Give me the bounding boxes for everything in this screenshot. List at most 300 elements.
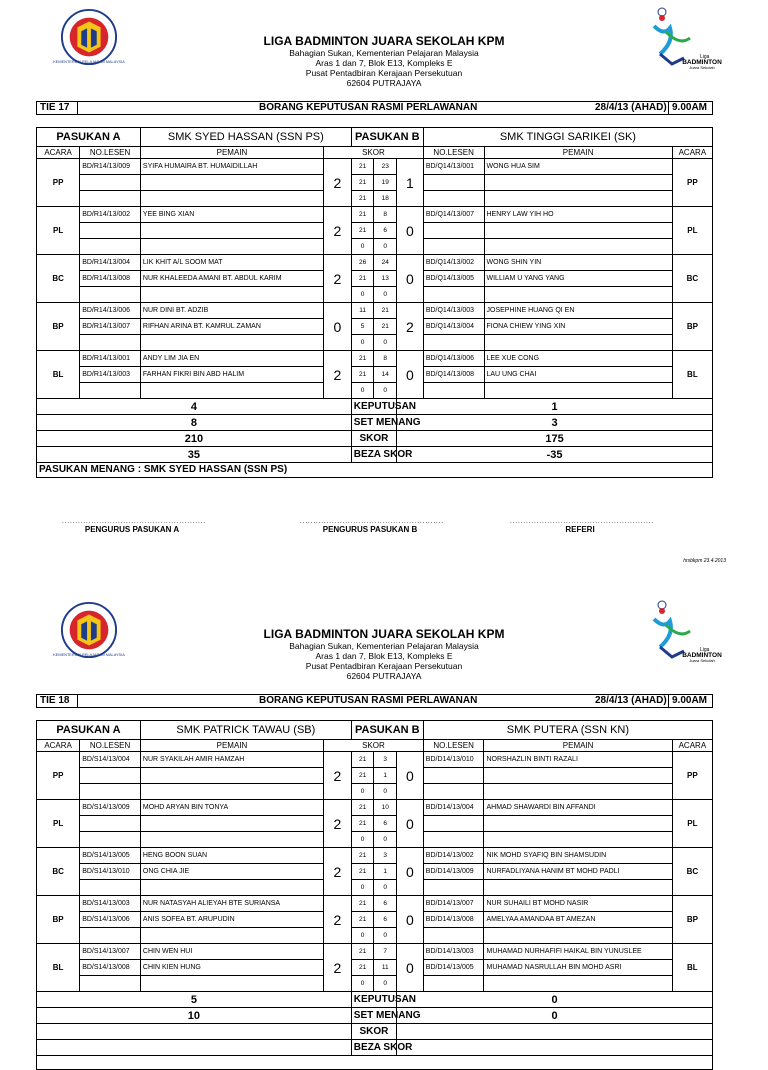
license-b: BD/D14/13/003 [423, 944, 484, 960]
summary-skor-b: 175 [397, 431, 713, 447]
license-a: BD/S14/13/009 [80, 800, 141, 816]
match-row [37, 207, 713, 223]
player-b: FIONA CHIEW YING XIN [484, 319, 672, 335]
match-row [37, 383, 713, 399]
set-score-a: 21 [351, 848, 374, 864]
player-a [140, 223, 323, 239]
summary-row-keputusan [37, 399, 713, 415]
sets-won-a: 2 [324, 896, 352, 944]
event-code-b: PL [672, 207, 712, 255]
set-score-b: 0 [374, 784, 397, 800]
sets-won-b: 0 [397, 207, 424, 255]
set-score-a: 21 [351, 175, 374, 191]
match-row [37, 223, 713, 239]
license-b: BD/Q14/13/007 [423, 207, 484, 223]
set-score-b: 21 [374, 319, 397, 335]
match-row [37, 175, 713, 191]
match-time: 9.00AM [672, 695, 708, 706]
license-b-empty [423, 239, 484, 255]
license-b: BD/Q14/13/008 [423, 367, 484, 383]
col-skor: SKOR [324, 147, 424, 159]
match-row [37, 800, 713, 816]
form-title: BORANG KEPUTUSAN RASMI PERLAWANAN [259, 102, 478, 113]
set-score-b: 23 [374, 159, 397, 175]
event-code-b: BC [672, 848, 712, 896]
set-score-a: 21 [351, 207, 374, 223]
teams-row [37, 721, 713, 740]
set-score-a: 26 [351, 255, 374, 271]
license-a-empty [80, 383, 141, 399]
license-b: BD/D14/13/009 [423, 864, 484, 880]
set-score-b: 13 [374, 271, 397, 287]
match-row [37, 896, 713, 912]
license-b [423, 816, 484, 832]
license-b: BD/Q14/13/001 [423, 159, 484, 175]
event-code-b: BP [672, 896, 712, 944]
match-row [37, 367, 713, 383]
license-a: BD/S14/13/003 [80, 896, 141, 912]
team-b-name: SMK TINGGI SARIKEI (SK) [423, 128, 712, 147]
player-a-empty [140, 784, 323, 800]
sets-won-a: 2 [324, 752, 352, 800]
player-b: NIK MOHD SYAFIQ BIN SHAMSUDIN [484, 848, 672, 864]
summary-row-set_menang [37, 1008, 713, 1024]
event-code-a: BC [37, 255, 80, 303]
header-block [200, 34, 568, 88]
set-score-a: 0 [351, 335, 374, 351]
footnote: hrsbkpm 23.4.2013 [683, 558, 726, 564]
player-a: CHIN KIEN HUNG [140, 960, 323, 976]
license-a-empty [80, 976, 141, 992]
player-b-empty [484, 928, 672, 944]
license-a [80, 175, 141, 191]
player-a: MOHD ARYAN BIN TONYA [140, 800, 323, 816]
set-score-a: 0 [351, 976, 374, 992]
summary-keputusan-label: KEPUTUSAN [351, 399, 396, 415]
signature-label-referee: REFERI [565, 525, 595, 534]
set-score-b: 0 [374, 880, 397, 896]
license-b: BD/D14/13/008 [423, 912, 484, 928]
sets-won-b: 0 [397, 351, 424, 399]
col-acara-a: ACARA [37, 147, 80, 159]
set-score-b: 7 [374, 944, 397, 960]
sets-won-a: 0 [324, 303, 352, 351]
summary-set_menang-a: 8 [37, 415, 352, 431]
player-b-empty [484, 880, 672, 896]
set-score-b: 8 [374, 207, 397, 223]
set-score-a: 21 [351, 223, 374, 239]
player-a-empty [140, 928, 323, 944]
address-line: 62604 PUTRAJAYA [346, 671, 422, 681]
match-row [37, 816, 713, 832]
license-b-empty [423, 191, 484, 207]
league-title: LIGA BADMINTON JUARA SEKOLAH KPM [263, 627, 505, 641]
player-b: NURFADLIYANA HANIM BT MOHD PADLI [484, 864, 672, 880]
set-score-b: 1 [374, 768, 397, 784]
player-a: SYIFA HUMAIRA BT. HUMAIDILLAH [140, 159, 323, 175]
license-a: BD/S14/13/006 [80, 912, 141, 928]
set-score-b: 0 [374, 383, 397, 399]
results-table [36, 720, 713, 1070]
match-row [37, 976, 713, 992]
set-score-b: 21 [374, 303, 397, 319]
player-a [140, 175, 323, 191]
sets-won-b: 2 [397, 303, 424, 351]
player-a: FARHAN FIKRI BIN ABD HALIM [140, 367, 323, 383]
set-score-a: 21 [351, 816, 374, 832]
sets-won-b: 0 [397, 896, 424, 944]
summary-keputusan-a: 5 [37, 992, 352, 1008]
results-table [36, 127, 713, 478]
license-b: BD/D14/13/004 [423, 800, 484, 816]
set-score-b: 19 [374, 175, 397, 191]
summary-set_menang-b: 0 [397, 1008, 713, 1024]
logo-text-badminton: BADMINTON [682, 652, 722, 659]
summary-skor-label: SKOR [351, 1024, 396, 1040]
team-a-label: PASUKAN A [37, 721, 141, 740]
summary-beza_skor-b: -35 [397, 447, 713, 463]
license-a-empty [80, 335, 141, 351]
match-date: 28/4/13 (AHAD) [595, 695, 667, 706]
summary-row-beza_skor [37, 1040, 713, 1056]
summary-beza_skor-a: 35 [37, 447, 352, 463]
match-row [37, 784, 713, 800]
player-a-empty [140, 383, 323, 399]
player-b: AMELYAA AMANDAA BT AMEZAN [484, 912, 672, 928]
logo-text-liga: Liga [700, 647, 710, 653]
match-row [37, 832, 713, 848]
player-a-empty [140, 287, 323, 303]
event-code-a: BC [37, 848, 80, 896]
address-line: 62604 PUTRAJAYA [346, 78, 422, 88]
player-b-empty [484, 239, 672, 255]
event-code-a: PL [37, 800, 80, 848]
player-a: NUR SYAKILAH AMIR HAMZAH [140, 752, 323, 768]
license-a: BD/S14/13/010 [80, 864, 141, 880]
player-b-empty [484, 335, 672, 351]
player-b: MUHAMAD NURHAFIFI HAIKAL BIN YUNUSLEE [484, 944, 672, 960]
license-a-empty [80, 832, 141, 848]
column-header-row [37, 740, 713, 752]
license-a: BD/R14/13/008 [80, 271, 141, 287]
summary-skor-b [397, 1024, 713, 1040]
set-score-a: 21 [351, 159, 374, 175]
player-a: NUR NATASYAH ALIEYAH BTE SURIANSA [140, 896, 323, 912]
set-score-b: 0 [374, 335, 397, 351]
summary-beza_skor-label: BEZA SKOR [351, 447, 396, 463]
player-a: NUR KHALEEDA AMANI BT. ABDUL KARIM [140, 271, 323, 287]
col-nolesen-a: NO.LESEN [80, 740, 141, 752]
col-pemain-a: PEMAIN [140, 147, 323, 159]
set-score-a: 21 [351, 191, 374, 207]
summary-set_menang-label: SET MENANG [351, 415, 396, 431]
match-row [37, 768, 713, 784]
col-pemain-b: PEMAIN [484, 740, 672, 752]
match-row [37, 159, 713, 175]
logo-text-liga: Liga [700, 54, 710, 60]
signature-label-team-b: PENGURUS PASUKAN B [322, 525, 418, 534]
player-a: ANIS SOFEA BT. ARUPUDIN [140, 912, 323, 928]
set-score-a: 0 [351, 784, 374, 800]
set-score-a: 11 [351, 303, 374, 319]
license-b: BD/D14/13/010 [423, 752, 484, 768]
player-a [140, 816, 323, 832]
summary-row-keputusan [37, 992, 713, 1008]
sets-won-b: 0 [397, 255, 424, 303]
player-b-empty [484, 287, 672, 303]
license-b: BD/Q14/13/002 [423, 255, 484, 271]
license-a [80, 768, 141, 784]
license-b [423, 223, 484, 239]
ministry-crest-icon [53, 601, 125, 659]
summary-row-beza_skor [37, 447, 713, 463]
team-a-label: PASUKAN A [37, 128, 141, 147]
winning-team [37, 1056, 713, 1070]
sets-won-a: 2 [324, 351, 352, 399]
set-score-b: 0 [374, 287, 397, 303]
license-b [423, 175, 484, 191]
event-code-a: PP [37, 752, 80, 800]
col-nolesen-b: NO.LESEN [423, 147, 484, 159]
tie-number: TIE 17 [40, 102, 70, 113]
license-b-empty [423, 335, 484, 351]
player-b-empty [484, 976, 672, 992]
set-score-a: 0 [351, 383, 374, 399]
license-b: BD/Q14/13/003 [423, 303, 484, 319]
team-b-name: SMK PUTERA (SSN KN) [423, 721, 712, 740]
set-score-b: 6 [374, 816, 397, 832]
col-acara-a: ACARA [37, 740, 80, 752]
player-b: HENRY LAW YIH HO [484, 207, 672, 223]
license-b-empty [423, 976, 484, 992]
match-row [37, 271, 713, 287]
summary-keputusan-b: 0 [397, 992, 713, 1008]
player-b [484, 223, 672, 239]
league-title: LIGA BADMINTON JUARA SEKOLAH KPM [263, 34, 505, 48]
team-b-label: PASUKAN B [351, 128, 423, 147]
set-score-a: 0 [351, 832, 374, 848]
license-a: BD/R14/13/003 [80, 367, 141, 383]
summary-keputusan-a: 4 [37, 399, 352, 415]
license-a [80, 816, 141, 832]
signature-team-b: ...................................................... PENGURUS PASUKAN B [300, 519, 445, 534]
summary-set_menang-a: 10 [37, 1008, 352, 1024]
set-score-b: 8 [374, 351, 397, 367]
player-b-empty [484, 784, 672, 800]
column-header-row [37, 147, 713, 159]
logo-text-juara: Juara Sekolah [689, 658, 715, 663]
match-row [37, 319, 713, 335]
license-a: BD/R14/13/002 [80, 207, 141, 223]
license-a: BD/S14/13/007 [80, 944, 141, 960]
player-a: ANDY LIM JIA EN [140, 351, 323, 367]
license-b-empty [423, 784, 484, 800]
set-score-b: 6 [374, 912, 397, 928]
set-score-a: 5 [351, 319, 374, 335]
player-b: WILLIAM U YANG YANG [484, 271, 672, 287]
summary-beza_skor-b [397, 1040, 713, 1056]
event-code-b: BL [672, 944, 712, 992]
set-score-b: 6 [374, 896, 397, 912]
license-b-empty [423, 383, 484, 399]
set-score-b: 18 [374, 191, 397, 207]
player-b: LAU UNG CHAI [484, 367, 672, 383]
set-score-a: 21 [351, 896, 374, 912]
license-b: BD/Q14/13/006 [423, 351, 484, 367]
set-score-a: 21 [351, 864, 374, 880]
player-a-empty [140, 191, 323, 207]
set-score-a: 21 [351, 768, 374, 784]
player-b [484, 816, 672, 832]
winner-row [37, 1056, 713, 1070]
summary-keputusan-b: 1 [397, 399, 713, 415]
set-score-a: 21 [351, 752, 374, 768]
license-b: BD/Q14/13/004 [423, 319, 484, 335]
address-line: Bahagian Sukan, Kementerian Pelajaran Malaysia [289, 641, 479, 651]
license-a [80, 223, 141, 239]
match-row [37, 191, 713, 207]
set-score-a: 21 [351, 912, 374, 928]
license-b: BD/D14/13/002 [423, 848, 484, 864]
set-score-a: 0 [351, 880, 374, 896]
player-a: ONG CHIA JIE [140, 864, 323, 880]
set-score-a: 0 [351, 287, 374, 303]
sets-won-a: 2 [324, 207, 352, 255]
match-row [37, 880, 713, 896]
address-line: Bahagian Sukan, Kementerian Pelajaran Malaysia [289, 48, 479, 58]
player-b: NORSHAZLIN BINTI RAZALI [484, 752, 672, 768]
team-a-name: SMK PATRICK TAWAU (SB) [140, 721, 351, 740]
license-b: BD/Q14/13/005 [423, 271, 484, 287]
license-b: BD/D14/13/007 [423, 896, 484, 912]
tie-bar [36, 101, 713, 115]
player-b-empty [484, 832, 672, 848]
summary-row-skor [37, 431, 713, 447]
address-line: Aras 1 dan 7, Blok E13, Kompleks E [315, 651, 453, 661]
match-row [37, 351, 713, 367]
event-code-b: PP [672, 752, 712, 800]
sets-won-a: 2 [324, 848, 352, 896]
event-code-a: BP [37, 303, 80, 351]
player-b: NUR SUHAILI BT MOHD NASIR [484, 896, 672, 912]
crest-text: KEMENTERIAN PELAJARAN MALAYSIA [53, 60, 125, 65]
match-row [37, 303, 713, 319]
license-a: BD/S14/13/008 [80, 960, 141, 976]
address-line: Pusat Pentadbiran Kerajaan Persekutuan [305, 661, 463, 671]
player-b [484, 768, 672, 784]
license-a-empty [80, 928, 141, 944]
match-row [37, 944, 713, 960]
player-b: WONG HUA SIM [484, 159, 672, 175]
sets-won-b: 0 [397, 752, 424, 800]
col-nolesen-a: NO.LESEN [80, 147, 141, 159]
set-score-a: 0 [351, 928, 374, 944]
set-score-a: 21 [351, 960, 374, 976]
player-a-empty [140, 832, 323, 848]
summary-row-skor [37, 1024, 713, 1040]
summary-row-set_menang [37, 415, 713, 431]
set-score-b: 0 [374, 976, 397, 992]
player-b: AHMAD SHAWARDI BIN AFFANDI [484, 800, 672, 816]
col-pemain-a: PEMAIN [140, 740, 323, 752]
team-b-label: PASUKAN B [351, 721, 423, 740]
license-a-empty [80, 880, 141, 896]
player-b: LEE XUE CONG [484, 351, 672, 367]
set-score-a: 21 [351, 271, 374, 287]
player-b: MUHAMAD NASRULLAH BIN MOHD ASRI [484, 960, 672, 976]
summary-set_menang-b: 3 [397, 415, 713, 431]
sets-won-a: 2 [324, 944, 352, 992]
event-code-b: BP [672, 303, 712, 351]
license-a-empty [80, 239, 141, 255]
set-score-b: 11 [374, 960, 397, 976]
license-a: BD/S14/13/004 [80, 752, 141, 768]
event-code-b: PP [672, 159, 712, 207]
col-pemain-b: PEMAIN [484, 147, 672, 159]
logo-text-badminton: BADMINTON [682, 59, 722, 66]
sets-won-b: 0 [397, 800, 424, 848]
license-b-empty [423, 880, 484, 896]
tie-number: TIE 18 [40, 695, 70, 706]
liga-badminton-logo-icon [640, 2, 730, 72]
summary-beza_skor-label: BEZA SKOR [351, 1040, 396, 1056]
header-block [200, 627, 568, 681]
match-row [37, 912, 713, 928]
event-code-a: PP [37, 159, 80, 207]
license-b [423, 768, 484, 784]
event-code-a: BL [37, 351, 80, 399]
set-score-a: 21 [351, 944, 374, 960]
winning-team: PASUKAN MENANG : SMK SYED HASSAN (SSN PS) [37, 463, 713, 478]
summary-skor-a: 210 [37, 431, 352, 447]
license-b-empty [423, 287, 484, 303]
summary-skor-label: SKOR [351, 431, 396, 447]
set-score-b: 24 [374, 255, 397, 271]
player-a-empty [140, 335, 323, 351]
set-score-b: 14 [374, 367, 397, 383]
match-row [37, 239, 713, 255]
set-score-b: 3 [374, 752, 397, 768]
set-score-a: 21 [351, 800, 374, 816]
summary-set_menang-label: SET MENANG [351, 1008, 396, 1024]
sets-won-a: 2 [324, 255, 352, 303]
player-a: LIK KHIT A/L SOOM MAT [140, 255, 323, 271]
license-a: BD/R14/13/004 [80, 255, 141, 271]
col-acara-b: ACARA [672, 740, 712, 752]
player-a [140, 768, 323, 784]
player-a: HENG BOON SUAN [140, 848, 323, 864]
match-row [37, 287, 713, 303]
set-score-b: 6 [374, 223, 397, 239]
license-a-empty [80, 191, 141, 207]
player-b-empty [484, 191, 672, 207]
signature-team-a: ...................................................... PENGURUS PASUKAN A [62, 519, 207, 534]
set-score-b: 0 [374, 239, 397, 255]
signature-label-team-a: PENGURUS PASUKAN A [84, 525, 180, 534]
license-a: BD/R14/13/007 [80, 319, 141, 335]
player-a: NUR DINI BT. ADZIB [140, 303, 323, 319]
license-a: BD/S14/13/005 [80, 848, 141, 864]
team-a-name: SMK SYED HASSAN (SSN PS) [140, 128, 351, 147]
license-a-empty [80, 287, 141, 303]
match-row [37, 928, 713, 944]
match-row [37, 752, 713, 768]
player-b: JOSEPHINE HUANG QI EN [484, 303, 672, 319]
match-time: 9.00AM [672, 102, 708, 113]
set-score-a: 21 [351, 351, 374, 367]
license-b-empty [423, 928, 484, 944]
signature-referee: ...................................................... REFERI [510, 519, 655, 534]
